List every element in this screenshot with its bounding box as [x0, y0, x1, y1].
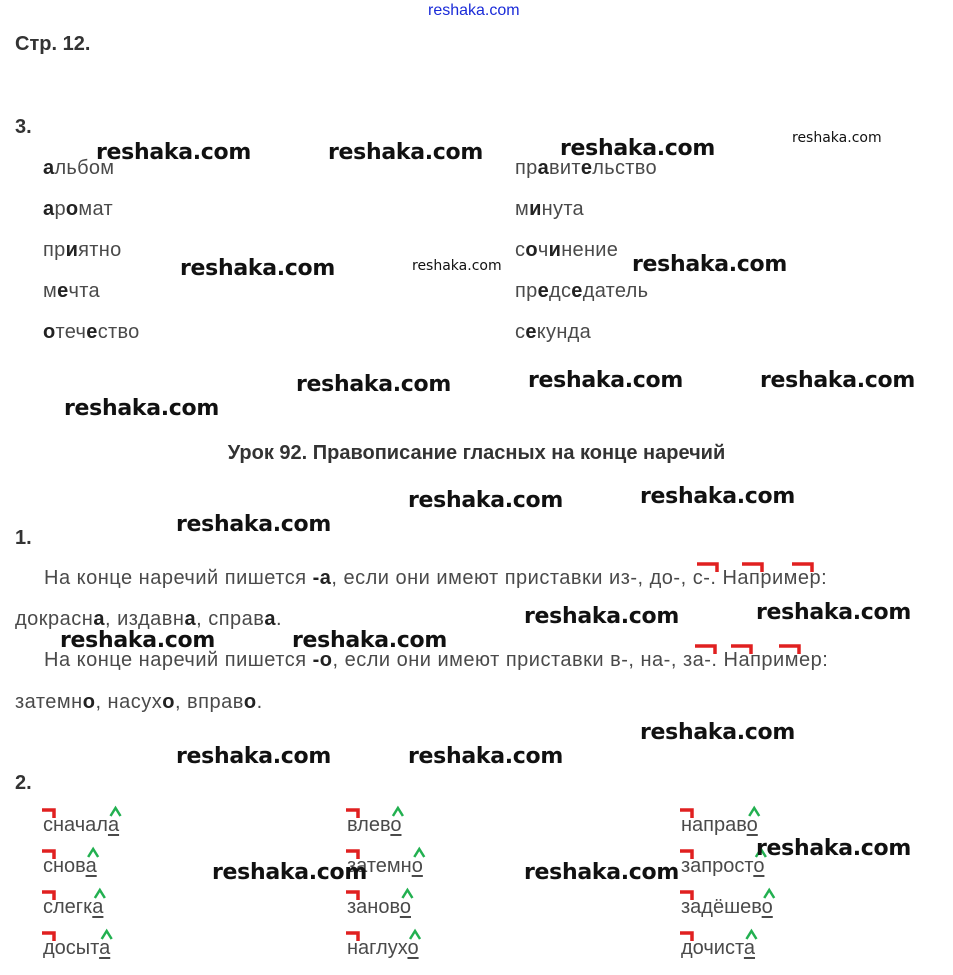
- adverb-ending: о: [746, 814, 758, 836]
- adverb-example: [347, 896, 411, 919]
- task3-right-word: минута: [515, 198, 584, 220]
- adverb-ending: а: [99, 937, 111, 959]
- adverb-stem: затемн: [347, 855, 412, 877]
- watermark: reshaka.com: [408, 488, 563, 513]
- adverb-example: [681, 937, 755, 960]
- adverb-stem: снов: [43, 855, 86, 877]
- watermark: reshaka.com: [64, 396, 219, 421]
- watermark: reshaka.com: [180, 256, 335, 281]
- watermark: reshaka.com: [756, 836, 911, 861]
- task3-right-word: секунда: [515, 321, 592, 343]
- task3-number: 3.: [15, 116, 32, 138]
- watermark: reshaka.com: [296, 372, 451, 397]
- adverb-stem: сначал: [43, 814, 108, 836]
- adverb-stem: дочист: [681, 937, 744, 959]
- task3-right-word: председатель: [515, 280, 649, 302]
- watermark: reshaka.com: [792, 130, 882, 146]
- adverb-ending: а: [85, 855, 97, 877]
- watermark: reshaka.com: [412, 258, 502, 274]
- adverb-stem: влев: [347, 814, 391, 836]
- task3-left-word: альбом: [43, 157, 115, 179]
- adverb-stem: досыт: [43, 937, 100, 959]
- adverb-example: [681, 855, 764, 878]
- adverb-ending: о: [411, 855, 423, 877]
- watermark: reshaka.com: [176, 744, 331, 769]
- page-label: Стр. 12.: [15, 33, 91, 55]
- watermark: reshaka.com: [408, 744, 563, 769]
- task1-number: 1.: [15, 527, 32, 549]
- watermark: reshaka.com: [756, 600, 911, 625]
- adverb-stem: задёшев: [681, 896, 762, 918]
- rule-o-examples: затемно, насухо, вправо.: [15, 691, 263, 713]
- watermark: reshaka.com: [96, 140, 251, 165]
- adverb-example: [347, 814, 401, 837]
- adverb-example: [43, 896, 103, 919]
- adverb-ending: о: [399, 896, 411, 918]
- adverb-ending: а: [107, 814, 120, 836]
- adverb-stem: направ: [681, 814, 747, 836]
- adverb-stem: наглух: [347, 937, 408, 959]
- watermark: reshaka.com: [560, 136, 715, 161]
- adverb-ending: а: [92, 896, 104, 918]
- adverb-example: [43, 937, 110, 960]
- task3-right-word: правительство: [515, 157, 657, 179]
- watermark: reshaka.com: [760, 368, 915, 393]
- watermark: reshaka.com: [60, 628, 215, 653]
- adverb-ending: о: [390, 814, 402, 836]
- lesson-title: Урок 92. Правописание гласных на конце наречий: [227, 442, 726, 464]
- task3-left-word: приятно: [43, 239, 122, 261]
- adverb-example: [43, 855, 97, 878]
- adverb-example: [681, 896, 773, 919]
- adverb-ending: а: [743, 937, 756, 959]
- adverb-stem: запрост: [681, 855, 754, 877]
- watermark: reshaka.com: [524, 860, 679, 885]
- watermark: reshaka.com: [632, 252, 787, 277]
- watermark: reshaka.com: [328, 140, 483, 165]
- watermark: reshaka.com: [524, 604, 679, 629]
- adverb-example: [347, 937, 419, 960]
- adverb-ending: о: [407, 937, 419, 959]
- rule-a-examples: докрасна, издавна, справа.: [15, 608, 283, 630]
- adverb-stem: слегк: [43, 896, 93, 918]
- task3-left-word: аромат: [43, 198, 113, 220]
- task2-number: 2.: [15, 772, 32, 794]
- watermark: reshaka.com: [528, 368, 683, 393]
- watermark: reshaka.com: [640, 720, 795, 745]
- adverb-ending: о: [753, 855, 765, 877]
- watermark: reshaka.com: [176, 512, 331, 537]
- task3-left-word: отечество: [43, 321, 140, 343]
- watermark: reshaka.com: [640, 484, 795, 509]
- site-header[interactable]: reshaka.com: [428, 2, 520, 19]
- watermark: reshaka.com: [212, 860, 367, 885]
- task3-right-word: сочинение: [515, 239, 619, 261]
- rule-a-line: На конце наречий пишется -а, если они имеют приставки из-, до-, с-. Например:: [44, 567, 828, 589]
- adverb-example: [43, 814, 119, 837]
- rule-o-line: На конце наречий пишется -о, если они имеют приставки в-, на-, за-. Например:: [44, 649, 829, 671]
- adverb-ending: о: [761, 896, 773, 918]
- watermark: reshaka.com: [292, 628, 447, 653]
- adverb-example: [681, 814, 758, 837]
- task3-left-word: мечта: [43, 280, 100, 302]
- adverb-stem: занов: [347, 896, 400, 918]
